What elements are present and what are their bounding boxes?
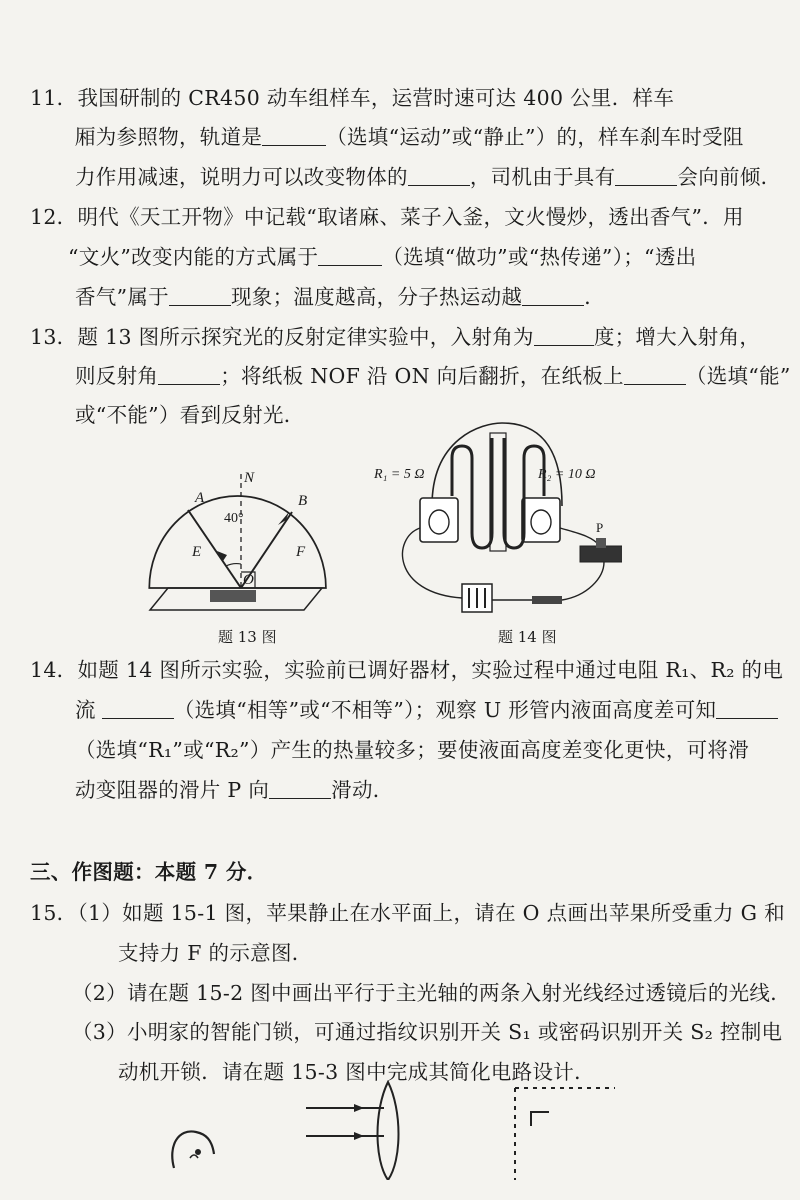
answer-blank[interactable] — [158, 366, 220, 385]
angle-label: 40° — [224, 511, 244, 526]
figure-14-joule-heating — [372, 418, 622, 628]
label-e: E — [192, 544, 202, 560]
q12-line3 — [75, 287, 605, 308]
q14-text: （选填“相等”或“不相等”）；观察 U 形管内液面高度差可知 — [173, 698, 717, 722]
q12-text: ． — [584, 285, 605, 309]
q11-line2 — [75, 127, 744, 148]
figure-13-caption: 题 13 图 — [218, 628, 277, 646]
q12-line1: 12．明代《天工开物》中记载“取诸麻、菜子入釜，文火慢炒，透出香气”．用 — [30, 205, 744, 229]
q14-line3: （选填“R₁”或“R₂”）产生的热量较多；要使液面高度差变化更快，可将滑 — [75, 738, 750, 762]
apple-outline — [172, 1131, 214, 1168]
q15-line5: 动机开锁．请在题 15-3 图中完成其简化电路设计． — [118, 1060, 595, 1084]
q12-text: （选填“做功”或“热传递”）；“透出 — [382, 245, 697, 269]
container-r1 — [420, 498, 458, 542]
label-n: N — [244, 470, 255, 486]
convex-lens — [378, 1082, 399, 1180]
answer-blank[interactable] — [262, 127, 326, 146]
arrow-icon — [354, 1104, 364, 1112]
q13-line3: 或“不能”）看到反射光． — [75, 403, 305, 427]
mirror — [210, 590, 256, 602]
answer-blank[interactable] — [624, 366, 686, 385]
q13-text: 则反射角 — [75, 364, 159, 388]
q11-text: （选填“运动”或“静止”）的，样车刹车时受阻 — [326, 125, 744, 149]
q13-text: 13．题 13 图所示探究光的反射定律实验中，入射角为 — [30, 325, 534, 349]
circuit-wire — [531, 1112, 549, 1126]
q13-line1 — [30, 327, 760, 348]
q11-line1: 11．我国研制的 CR450 动车组样车，运营时速可达 400 公里．样车 — [30, 86, 675, 110]
q14-line4 — [75, 780, 394, 801]
answer-blank[interactable] — [615, 167, 677, 186]
q11-text: 会向前倾． — [677, 165, 782, 189]
figure-13-reflection — [140, 460, 340, 620]
answer-blank[interactable] — [408, 167, 470, 186]
q14-line2 — [75, 700, 778, 721]
q13-text: （选填“能” — [685, 364, 791, 388]
container-r2 — [522, 498, 560, 542]
q14-text: 动变阻器的滑片 P 向 — [75, 778, 270, 802]
q11-text: ，司机由于具有 — [469, 165, 616, 189]
answer-blank[interactable] — [716, 700, 778, 719]
figure-14-caption: 题 14 图 — [498, 628, 557, 646]
answer-blank[interactable] — [318, 247, 382, 266]
q13-line2 — [75, 366, 791, 387]
answer-blank[interactable] — [269, 780, 331, 799]
figure-15-1-apple — [160, 1110, 240, 1170]
q12-line2 — [68, 247, 696, 268]
label-b: B — [298, 493, 308, 509]
label-r1: R₁ = 5 Ω — [374, 467, 425, 482]
switch[interactable] — [532, 596, 562, 604]
q15-line3: （2）请在题 15-2 图中画出平行于主光轴的两条入射光线经过透镜后的光线． — [72, 981, 792, 1005]
point-o — [195, 1149, 201, 1155]
label-p: P — [596, 520, 604, 535]
answer-blank[interactable] — [102, 700, 174, 719]
figure-15-3-circuit — [505, 1080, 625, 1180]
paper-board — [149, 496, 326, 588]
rheostat-slider-p[interactable] — [596, 538, 606, 548]
wire — [562, 562, 604, 600]
answer-blank[interactable] — [169, 287, 231, 306]
q14-text: 滑动． — [331, 778, 394, 802]
label-r2: R₂ = 10 Ω — [538, 467, 596, 482]
q12-text: “文火”改变内能的方式属于 — [68, 245, 319, 269]
apple-mark — [190, 1155, 198, 1158]
q13-text: ；将纸板 NOF 沿 ON 向后翻折，在纸板上 — [220, 364, 624, 388]
q11-line3 — [75, 167, 781, 188]
section-3-title: 三、作图题：本题 7 分． — [30, 860, 268, 884]
wire — [560, 528, 600, 546]
figure-15-2-lens — [300, 1080, 420, 1180]
q15-line2: 支持力 F 的示意图． — [118, 941, 313, 965]
q12-text: 香气”属于 — [75, 285, 169, 309]
label-a: A — [195, 490, 205, 506]
q14-text: 流 — [75, 698, 96, 722]
q14-line1: 14．如题 14 图所示实验，实验前已调好器材，实验过程中通过电阻 R₁、R₂ 的电 — [30, 658, 784, 682]
answer-blank[interactable] — [534, 327, 594, 346]
q11-text: 力作用减速，说明力可以改变物体的 — [75, 165, 408, 189]
rheostat — [580, 546, 622, 562]
label-o: O — [243, 572, 254, 588]
angle-arc — [226, 564, 241, 566]
label-f: F — [296, 544, 306, 560]
q15-line1: 15．（1）如题 15-1 图，苹果静止在水平面上，请在 O 点画出苹果所受重力 G 和 — [30, 901, 785, 925]
arrow-icon — [354, 1132, 364, 1140]
q13-text: 度；增大入射角， — [593, 325, 761, 349]
q12-text: 现象；温度越高，分子热运动越 — [230, 285, 523, 309]
q15-line4: （3）小明家的智能门锁，可通过指纹识别开关 S₁ 或密码识别开关 S₂ 控制电 — [72, 1020, 783, 1044]
q11-text: 厢为参照物，轨道是 — [75, 125, 263, 149]
answer-blank[interactable] — [522, 287, 584, 306]
